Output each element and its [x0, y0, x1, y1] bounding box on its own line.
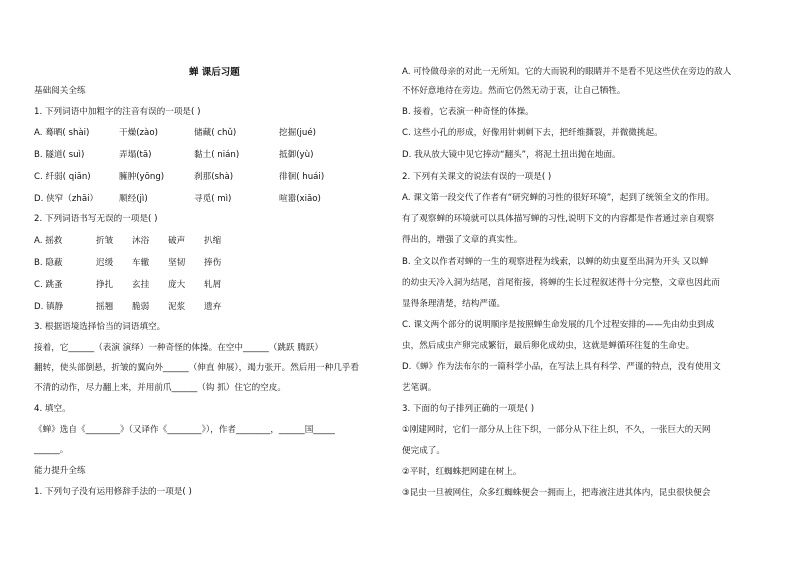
q1-option-c: C. 纤弱( qiān) 臃肿(yōng) 刹那(shà) 徘徊( huái) [34, 172, 325, 182]
text-line: 2. 下列有关课文的说法有误的一项是( ) [402, 172, 552, 182]
q2-option-b: B. 隐蔽 迟缓 车辙 坚韧 捧伤 [34, 258, 222, 268]
q2-option-a: A. 摇救 折皱 沐浴 破声 扒缩 [34, 236, 222, 246]
text-line: C. 课文两个部分的说明顺序是按照蝉生命发展的几个过程安排的——先由幼虫到成 [402, 320, 715, 330]
q2-option-c: C. 跳蚤 挣扎 玄挂 庞大 轧屑 [34, 280, 222, 290]
q1-option-a: A. 蓦晒( shài) 干燥(zào) 储藏( chǔ) 挖掘(jué) [34, 128, 317, 138]
text-line: A. 课文第一段交代了作者有“研究蝉的习性的很好环境”，起到了统领全文的作用。 [402, 193, 715, 203]
question-1: 1. 下列词语中加粗字的注音有误的一项是( ) [34, 107, 201, 117]
q3-text-line: 不清的动作，尽力翻上来，并用前爪______（钩 抓）住它的空皮。 [34, 383, 286, 393]
question-4: 4. 填空。 [34, 404, 71, 414]
question-2: 2. 下列词语书写无误的一项是( ) [34, 214, 158, 224]
q4-text-line: 《蝉》选自《________》（又译作《________》），作者________，______国_____ [34, 425, 335, 435]
text-line: ③昆虫一旦被网住，众多红蜘蛛便会一拥而上，把毒液注进其体内，昆虫很快便会 [402, 488, 711, 498]
question-3: 3. 根据语境选择恰当的词语填空。 [34, 322, 166, 332]
q2-option-d: D. 镇静 摇翘 脆弱 泥浆 遗弃 [34, 302, 222, 312]
text-line: 的幼虫天冷入洞为结尾，首尾衔接，将蝉的生长过程叙述得十分完整，文章也因此而 [402, 278, 720, 288]
q1-option-b: B. 隧道( suì) 弄塌(tā) 黏土( nián) 抵御(yù) [34, 150, 314, 160]
text-line: 艺笔调。 [402, 383, 437, 393]
q3-text-line: 翻转，使头部倒悬，折皱的翼向外______（伸直 伸展），竭力张开。然后用一种几乎看 [34, 363, 359, 373]
text-line: 有了观察蝉的环境就可以具体描写蝉的习性,说明下文的内容都是作者通过亲自观察 [402, 214, 715, 224]
text-line: C. 这些小孔的形成，好像用针刺刺下去，把纤维撕裂，并微微挑起。 [402, 128, 663, 138]
text-line: ②平时，红蜘蛛把网建在树上。 [402, 467, 522, 477]
text-line: B. 接着，它表演一种奇怪的体操。 [402, 107, 534, 117]
text-line: 得出的，增强了文章的真实性。 [402, 235, 523, 245]
text-line: ①刚建网时，它们一部分从上往下织，一部分从下往上织，不久，一张巨大的天网 [402, 425, 711, 435]
section-advanced: 能力提升全练 [34, 466, 86, 476]
text-line: 显得条理清楚，结构严谨。 [402, 299, 506, 309]
text-line: D. 我从放大镜中见它捧动“翻头”，将泥土扭出抛在地面。 [402, 150, 621, 160]
question-5: 1. 下列句子没有运用修辞手法的一项是( ) [34, 487, 192, 497]
text-line: 虫，然后成虫产卵完成繁衍，最后卵化成幼虫，这就是蝉循环往复的生命史。 [402, 341, 695, 351]
text-line: 不怀好意地待在旁边。然而它仍然无动于衷，让自己牺牲。 [402, 86, 626, 96]
section-basic: 基础阅关全练 [34, 86, 86, 96]
page-title: 蝉 课后习题 [189, 67, 240, 78]
q1-option-d: D. 侠窄（zhāi） 顺经(jì) 寻觅( mì) 喧嚣(xiāo) [34, 194, 321, 204]
text-line: 便完成了。 [402, 446, 445, 456]
text-line: 3. 下面的句子排列正确的一项是( ) [402, 404, 535, 414]
text-line: B. 全文以作者对蝉的一生的观察进程为线索，以蝉的幼虫夏至出洞为开头 又以蝉 [402, 257, 709, 267]
q4-text-line: ______。 [34, 445, 69, 455]
text-line: D.《蝉》作为法布尔的一篇科学小品，在写法上具有科学、严谨的特点，没有使用文 [402, 362, 721, 372]
q3-text-line: 接着，它______（表演 演绎）一种奇怪的体操。在空中______（跳跃 腾跃） [34, 343, 324, 353]
text-line: A. 可怜做母亲的对此一无所知。它的大而锐利的眼睛并不是看不见这些伏在旁边的敌人 [402, 67, 732, 77]
